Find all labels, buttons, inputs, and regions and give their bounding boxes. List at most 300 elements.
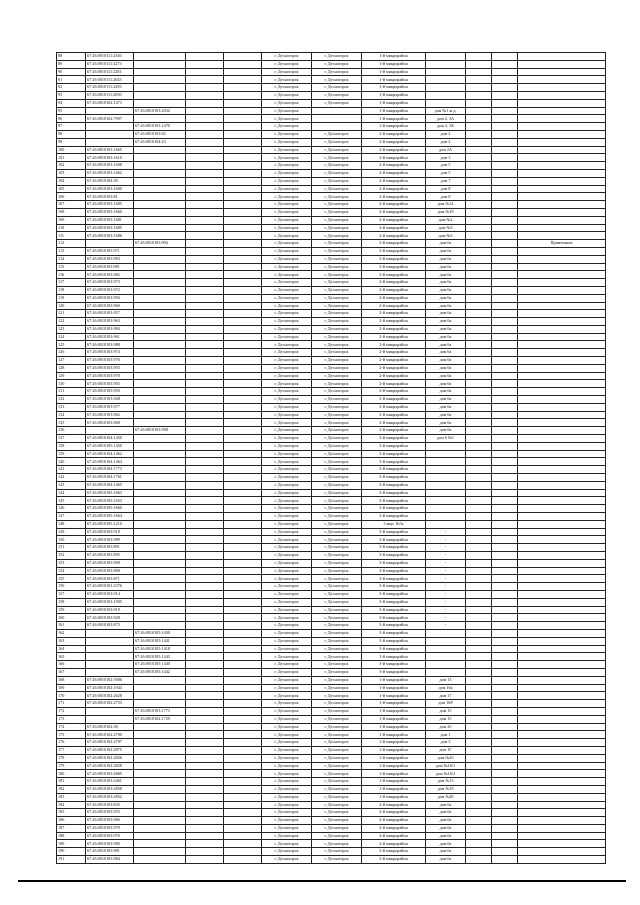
table-cell (466, 614, 492, 622)
table-cell: г. Десногорск (312, 513, 362, 521)
table-cell (518, 520, 606, 528)
table-cell: 67:26:0010102:1729 (134, 715, 186, 723)
table-cell (492, 442, 518, 450)
table-cell: г. Десногорск (262, 707, 312, 715)
table-cell (186, 177, 224, 185)
table-cell: 111 (57, 232, 86, 240)
table-row (57, 169, 606, 177)
table-cell: дом 6а (426, 832, 466, 840)
table-cell: г. Десногорск (262, 60, 312, 68)
table-cell (134, 442, 186, 450)
table-row (57, 357, 606, 365)
table-cell (426, 497, 466, 505)
table-cell (186, 559, 224, 567)
table-cell: 67:26:0010103:1681 (86, 216, 134, 224)
table-cell: 1-й микрорайон (362, 731, 426, 739)
table-cell (466, 294, 492, 302)
table-cell (518, 263, 606, 271)
table-cell (134, 497, 186, 505)
table-cell: 2-й микрорайон (362, 255, 426, 263)
table-cell (492, 606, 518, 614)
table-cell (186, 224, 224, 232)
table-cell (426, 60, 466, 68)
table-cell (134, 824, 186, 832)
table-row (57, 279, 606, 287)
table-cell: г. Десногорск (312, 801, 362, 809)
table-cell (518, 177, 606, 185)
table-cell: 3-й микрорайон (362, 450, 426, 458)
table-cell: дом 6а (426, 247, 466, 255)
table-cell (492, 115, 518, 123)
table-cell: 67:26:0010103:81 (86, 193, 134, 201)
table-cell (134, 419, 186, 427)
table-cell: 103 (57, 169, 86, 177)
table-cell: 67:26:0010103:1685 (86, 201, 134, 209)
table-cell (224, 856, 262, 864)
table-cell: 2-й микрорайон (362, 364, 426, 372)
table-cell (518, 364, 606, 372)
table-cell (224, 536, 262, 544)
table-cell: 67:26:0010103:983 (86, 255, 134, 263)
table-cell: 67:26:0010103:891 (86, 544, 134, 552)
table-cell: дом 1 (426, 731, 466, 739)
table-cell (492, 544, 518, 552)
table-cell: дом 6а (426, 380, 466, 388)
table-cell (426, 442, 466, 450)
table-cell: 104 (57, 177, 86, 185)
table-cell: г. Десногорск (312, 466, 362, 474)
table-cell: г. Десногорск (262, 489, 312, 497)
table-cell: 1-й микрорайон (362, 60, 426, 68)
table-cell (518, 130, 606, 138)
table-cell (134, 520, 186, 528)
table-cell: г. Десногорск (312, 520, 362, 528)
table-row (57, 489, 606, 497)
table-cell (134, 731, 186, 739)
table-cell: дом 6а (426, 271, 466, 279)
table-row (57, 739, 606, 747)
table-cell: 67:26:0010104:1464 (86, 458, 134, 466)
table-cell: 172 (57, 707, 86, 715)
table-cell: 1-й микрорайон (362, 123, 426, 131)
table-cell (518, 746, 606, 754)
table-cell: дом 6 №1 (426, 435, 466, 443)
table-cell (518, 513, 606, 521)
table-cell (224, 240, 262, 248)
table-cell (224, 53, 262, 61)
table-cell: 67:26:0010102:2828 (86, 762, 134, 770)
table-cell: г. Десногорск (262, 177, 312, 185)
table-cell (134, 832, 186, 840)
table-cell (492, 154, 518, 162)
table-cell (518, 824, 606, 832)
table-cell: г. Десногорск (262, 442, 312, 450)
table-cell: 180 (57, 770, 86, 778)
table-row (57, 785, 606, 793)
table-cell (186, 590, 224, 598)
table-cell (86, 427, 134, 435)
table-cell: дом 6а (426, 341, 466, 349)
table-cell (224, 661, 262, 669)
table-row (57, 325, 606, 333)
table-cell: 2-й микрорайон (362, 388, 426, 396)
table-row (57, 130, 606, 138)
table-row (57, 255, 606, 263)
table-cell: г. Десногорск (262, 123, 312, 131)
table-cell: г. Десногорск (262, 53, 312, 61)
table-cell: г. Десногорск (312, 567, 362, 575)
table-row (57, 201, 606, 209)
table-cell: дом 17 (426, 692, 466, 700)
table-cell: 67:26:0010103:1470 (134, 123, 186, 131)
table-cell (224, 208, 262, 216)
table-cell: 177 (57, 746, 86, 754)
table-cell (224, 388, 262, 396)
table-cell (518, 481, 606, 489)
table-cell: 3-й микрорайон (362, 513, 426, 521)
table-cell (466, 411, 492, 419)
table-cell (492, 824, 518, 832)
table-cell (492, 294, 518, 302)
table-cell: 67:26:0010103:956 (86, 294, 134, 302)
table-cell (86, 661, 134, 669)
table-cell (492, 637, 518, 645)
table-cell: 67:26:0010103:948 (86, 396, 134, 404)
table-cell (518, 536, 606, 544)
table-cell: 67:26:0010103:966 (86, 817, 134, 825)
table-cell: 1-й микрорайон (362, 754, 426, 762)
table-cell: 91 (57, 76, 86, 84)
table-cell (518, 801, 606, 809)
table-cell: 175 (57, 731, 86, 739)
table-cell (224, 746, 262, 754)
table-cell (492, 489, 518, 497)
table-cell: г. Десногорск (262, 700, 312, 708)
table-cell: 97 (57, 123, 86, 131)
table-cell: 67:26:0010103:2461 (86, 778, 134, 786)
table-cell: г. Десногорск (262, 559, 312, 567)
table-cell: 1-й микрорайон (362, 692, 426, 700)
table-cell: 121 (57, 310, 86, 318)
table-cell: г. Десногорск (312, 411, 362, 419)
table-cell (518, 754, 606, 762)
table-cell (466, 629, 492, 637)
table-cell (224, 419, 262, 427)
table-cell: г. Десногорск (312, 185, 362, 193)
table-cell (492, 715, 518, 723)
table-cell: 122 (57, 318, 86, 326)
table-cell: 67:26:0010103:977 (86, 403, 134, 411)
table-cell (224, 645, 262, 653)
table-cell (492, 427, 518, 435)
table-cell: дом 6а (426, 856, 466, 864)
table-cell: 3-й микрорайон (362, 505, 426, 513)
table-cell (466, 848, 492, 856)
table-cell: г. Десногорск (312, 130, 362, 138)
table-cell (224, 544, 262, 552)
table-row (57, 208, 606, 216)
table-cell: г. Десногорск (262, 598, 312, 606)
table-cell: г. Десногорск (312, 528, 362, 536)
table-cell: г. Десногорск (312, 208, 362, 216)
table-cell (492, 622, 518, 630)
table-cell (224, 552, 262, 560)
table-cell (426, 489, 466, 497)
table-cell: 3-й микрорайон (362, 598, 426, 606)
table-cell (224, 637, 262, 645)
table-cell (492, 380, 518, 388)
table-row (57, 380, 606, 388)
table-cell: г. Десногорск (312, 458, 362, 466)
table-cell (492, 357, 518, 365)
table-cell (492, 403, 518, 411)
table-cell (224, 590, 262, 598)
table-cell (134, 68, 186, 76)
table-cell (492, 676, 518, 684)
table-cell: 155 (57, 575, 86, 583)
table-cell: 110 (57, 224, 86, 232)
table-cell: 67:26:0010105:1441 (134, 637, 186, 645)
table-cell: 2-й микрорайон (362, 263, 426, 271)
table-cell (134, 528, 186, 536)
table-cell (518, 544, 606, 552)
table-cell: г. Десногорск (262, 271, 312, 279)
table-cell: дом 6а (426, 419, 466, 427)
table-cell: 67:26:0010103:957 (86, 310, 134, 318)
table-cell (224, 177, 262, 185)
table-cell: г. Десногорск (262, 185, 312, 193)
table-cell: г. Десногорск (262, 692, 312, 700)
table-cell (466, 310, 492, 318)
table-cell (186, 466, 224, 474)
table-cell: г. Десногорск (312, 177, 362, 185)
table-cell: 178 (57, 754, 86, 762)
table-cell (492, 68, 518, 76)
table-cell: 67:26:0010103:1660 (86, 208, 134, 216)
table-cell (134, 544, 186, 552)
table-row (57, 442, 606, 450)
table-cell: г. Десногорск (312, 310, 362, 318)
table-cell (224, 505, 262, 513)
table-cell: г. Десногорск (262, 403, 312, 411)
table-cell: 1-й микрорайон (362, 115, 426, 123)
table-cell: г. Десногорск (312, 294, 362, 302)
table-cell: г. Десногорск (262, 832, 312, 840)
table-cell: г. Десногорск (262, 364, 312, 372)
table-cell (466, 123, 492, 131)
table-cell (466, 637, 492, 645)
table-cell (466, 201, 492, 209)
table-cell (426, 474, 466, 482)
table-cell (186, 840, 224, 848)
table-cell (134, 364, 186, 372)
table-cell: г. Десногорск (312, 544, 362, 552)
table-cell (224, 224, 262, 232)
table-cell (492, 91, 518, 99)
table-cell: г. Десногорск (262, 169, 312, 177)
table-cell: дом 6а (426, 840, 466, 848)
table-cell: г. Десногорск (312, 302, 362, 310)
table-cell (518, 653, 606, 661)
table-cell (224, 271, 262, 279)
table-cell: 67:26:0010103:1665 (86, 146, 134, 154)
table-cell (186, 91, 224, 99)
table-cell: 1-й микрорайон (362, 770, 426, 778)
table-cell (134, 208, 186, 216)
table-cell (466, 216, 492, 224)
table-cell (134, 341, 186, 349)
table-cell (518, 419, 606, 427)
table-cell (224, 575, 262, 583)
table-cell: 137 (57, 435, 86, 443)
table-cell: дом 16Р (426, 700, 466, 708)
table-cell: - (426, 583, 466, 591)
table-cell (518, 739, 606, 747)
table-row (57, 481, 606, 489)
table-cell: 131 (57, 388, 86, 396)
table-cell (466, 115, 492, 123)
table-cell: 67:26:0010103:1610 (86, 154, 134, 162)
table-cell (86, 107, 134, 115)
table-row (57, 684, 606, 692)
table-row (57, 707, 606, 715)
table-cell (186, 364, 224, 372)
table-cell: дом 6а (426, 809, 466, 817)
table-cell: г. Десногорск (262, 809, 312, 817)
table-cell (466, 247, 492, 255)
table-cell (134, 458, 186, 466)
table-cell (466, 622, 492, 630)
table-cell: г. Десногорск (262, 528, 312, 536)
table-cell (186, 458, 224, 466)
table-cell (518, 185, 606, 193)
table-cell (224, 442, 262, 450)
table-cell (466, 513, 492, 521)
table-cell: г. Десногорск (262, 68, 312, 76)
table-cell: дом №3 (426, 224, 466, 232)
table-cell (224, 450, 262, 458)
table-cell (186, 575, 224, 583)
table-cell: 95 (57, 107, 86, 115)
table-cell: 181 (57, 778, 86, 786)
table-cell (134, 411, 186, 419)
table-cell: г. Десногорск (262, 614, 312, 622)
table-cell: 67:26:0010103:961 (86, 333, 134, 341)
table-cell (492, 520, 518, 528)
table-cell: 67:26:0010103:2852 (86, 793, 134, 801)
table-cell (466, 146, 492, 154)
table-cell: дом 7 (426, 177, 466, 185)
table-cell: 89 (57, 60, 86, 68)
table-cell (134, 785, 186, 793)
table-cell: г. Десногорск (262, 115, 312, 123)
table-cell (224, 396, 262, 404)
table-cell: 3-й микрорайон (362, 458, 426, 466)
table-cell (186, 489, 224, 497)
table-cell: 67:26:0010103:984 (86, 325, 134, 333)
table-cell: г. Десногорск (262, 668, 312, 676)
table-cell: 67:26:0010104:1465 (86, 481, 134, 489)
table-cell (518, 396, 606, 404)
table-row (57, 513, 606, 521)
table-cell: 149 (57, 528, 86, 536)
table-cell: 2-й микрорайон (362, 396, 426, 404)
table-cell (224, 216, 262, 224)
table-cell (518, 474, 606, 482)
table-cell: дом 6а (426, 263, 466, 271)
table-cell: 67:26:0010104:1462 (86, 450, 134, 458)
table-cell (186, 668, 224, 676)
table-cell: г. Десногорск (262, 645, 312, 653)
table-cell (86, 637, 134, 645)
table-cell (186, 544, 224, 552)
table-cell: 67:26:0010111:2273 (86, 60, 134, 68)
table-cell (466, 208, 492, 216)
table-cell: 2-й микрорайон (362, 208, 426, 216)
table-row (57, 310, 606, 318)
table-row (57, 427, 606, 435)
table-cell: 98 (57, 130, 86, 138)
table-cell (224, 341, 262, 349)
table-cell: дом 6а (426, 318, 466, 326)
table-cell: 67:26:0010102:2753 (86, 700, 134, 708)
table-cell (426, 661, 466, 669)
table-cell (186, 130, 224, 138)
table-cell: г. Десногорск (312, 162, 362, 170)
table-cell (466, 138, 492, 146)
table-cell (466, 341, 492, 349)
table-cell (492, 279, 518, 287)
table-cell: дом 6а (426, 427, 466, 435)
table-cell: 1-й микрорайон (362, 793, 426, 801)
table-cell (134, 279, 186, 287)
table-cell (186, 746, 224, 754)
table-cell: г. Десногорск (262, 91, 312, 99)
table-cell: 67:26:0010103:984 (86, 856, 134, 864)
table-row (57, 341, 606, 349)
table-cell: 145 (57, 497, 86, 505)
table-cell (492, 575, 518, 583)
table-cell: г. Десногорск (312, 474, 362, 482)
table-cell (134, 310, 186, 318)
table-row (57, 466, 606, 474)
table-cell (186, 762, 224, 770)
table-cell: 3-й микрорайон (362, 661, 426, 669)
table-cell: г. Десногорск (312, 731, 362, 739)
table-cell (134, 115, 186, 123)
table-cell (186, 294, 224, 302)
table-cell (518, 341, 606, 349)
table-cell (224, 762, 262, 770)
table-cell (86, 123, 134, 131)
table-cell: - (426, 559, 466, 567)
table-cell: г. Десногорск (312, 778, 362, 786)
table-cell (134, 380, 186, 388)
table-cell: 3-й микрорайон (362, 637, 426, 645)
table-cell (426, 629, 466, 637)
table-cell: 3-й микрорайон (362, 489, 426, 497)
table-cell (186, 583, 224, 591)
table-cell (224, 583, 262, 591)
table-cell: 151 (57, 544, 86, 552)
table-cell (224, 707, 262, 715)
table-cell (186, 778, 224, 786)
table-cell (426, 68, 466, 76)
table-cell (134, 817, 186, 825)
table-row (57, 559, 606, 567)
table-cell (224, 76, 262, 84)
table-cell (518, 715, 606, 723)
